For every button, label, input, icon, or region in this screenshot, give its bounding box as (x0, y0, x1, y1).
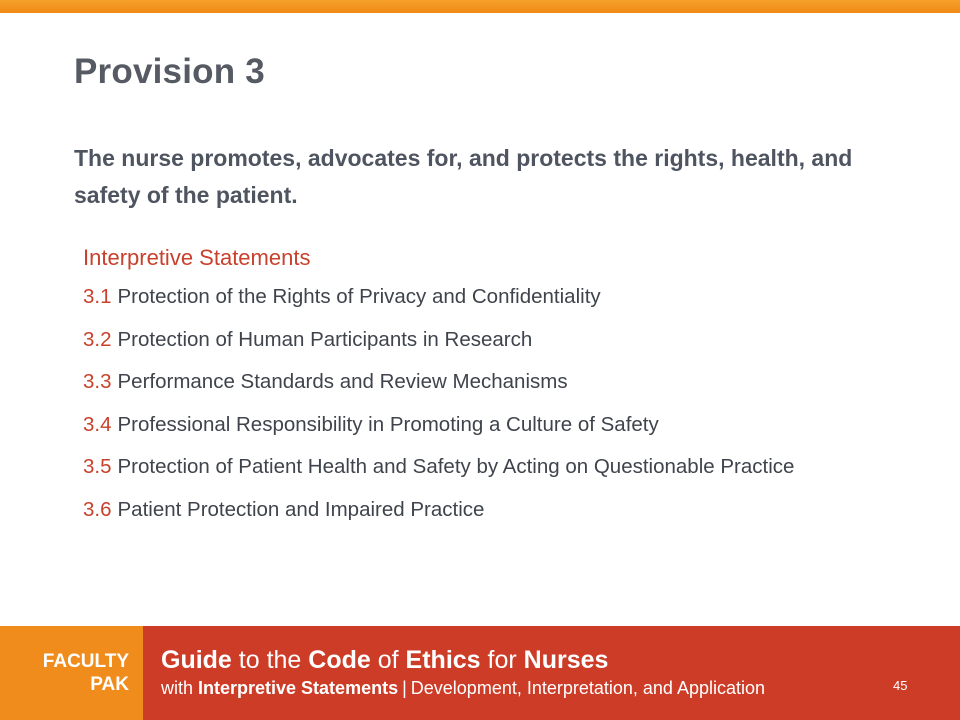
statement-number: 3.6 (83, 497, 112, 521)
statement-text: Protection of the Rights of Privacy and Confidentiality (117, 285, 601, 308)
statement-number: 3.4 (83, 412, 112, 436)
guide-title-part: to the (231, 646, 309, 674)
statement-item (83, 366, 933, 397)
statement-number: 3.1 (83, 285, 112, 308)
statement-item (83, 281, 933, 312)
statement-number: 3.3 (83, 370, 112, 393)
statement-item (83, 494, 933, 525)
guide-subtitle-part: Development, Interpretation, and Application (410, 678, 766, 698)
guide-title-part: of (370, 646, 406, 674)
interpretive-statements (83, 241, 933, 536)
guide-title-part: Nurses (523, 646, 609, 674)
statement-item (83, 324, 933, 355)
guide-title-part: Guide (161, 646, 232, 674)
statement-text: Protection of Human Participants in Research (117, 327, 533, 351)
footer-banner (0, 626, 960, 720)
statement-number: 3.5 (83, 455, 112, 478)
statements-list (83, 281, 933, 525)
guide-title (161, 645, 608, 675)
top-accent-bar (0, 0, 960, 13)
guide-title-part: for (480, 646, 524, 674)
provision-statement: The nurse promotes, advocates for, and protects the rights, health, and safety of the patient. (74, 145, 853, 208)
statement-text: Performance Standards and Review Mechanisms (117, 370, 568, 393)
page-number: 45 (893, 678, 908, 693)
guide-subtitle (161, 676, 765, 700)
faculty-pak-text (43, 650, 129, 696)
logo-line-2: PAK (90, 674, 129, 695)
statement-text: Patient Protection and Impaired Practice (117, 497, 485, 521)
logo-line-1: FACULTY (42, 651, 129, 672)
guide-subtitle-part: with (161, 678, 199, 698)
statement-text: Professional Responsibility in Promoting a Culture of Safety (117, 412, 659, 436)
statement-text: Protection of Patient Health and Safety by Acting on Questionable Practice (117, 455, 795, 478)
statements-heading: Interpretive Statements (83, 245, 311, 270)
guide-title-part: Ethics (405, 646, 481, 674)
guide-subtitle-separator: | (402, 678, 407, 698)
statement-number: 3.2 (83, 327, 112, 351)
guide-subtitle-part: Interpretive Statements (198, 678, 399, 698)
slide-title: Provision 3 (74, 52, 265, 91)
statement-item (83, 451, 933, 482)
faculty-pak-logo (0, 626, 143, 720)
statement-item (83, 409, 933, 440)
guide-title-part: Code (308, 646, 371, 674)
